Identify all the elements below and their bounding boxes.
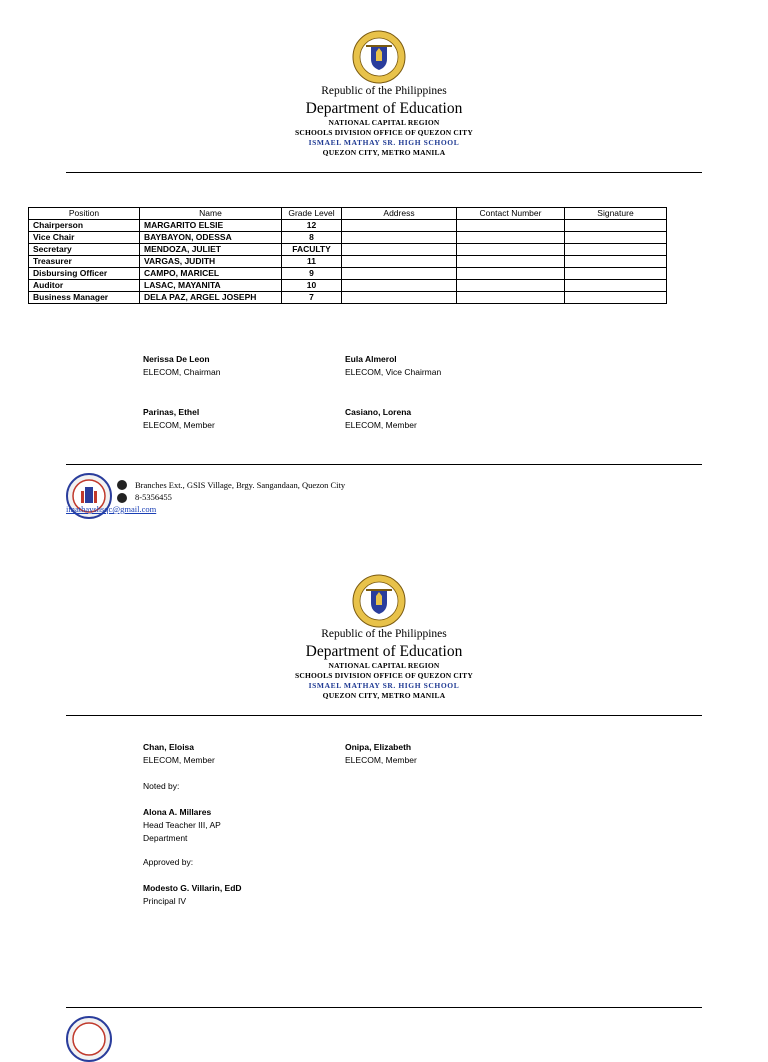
signature-cell: [565, 292, 667, 304]
contact-cell: [457, 232, 565, 244]
signatory-block: [143, 353, 220, 379]
table-row: [29, 280, 667, 292]
noted-by-block: [143, 780, 221, 845]
contact-cell: [457, 244, 565, 256]
officers-table: [28, 207, 667, 304]
division-label: SCHOOLS DIVISION OFFICE OF QUEZON CITY: [295, 128, 473, 137]
table-header-row: [29, 208, 667, 220]
address-cell: [342, 220, 457, 232]
grade-cell: 11: [282, 256, 342, 268]
position-cell: Secretary: [29, 244, 140, 256]
signatory-name: Eula Almerol: [345, 354, 397, 364]
footer-email-link[interactable]: imathayshsqc@gmail.com: [66, 504, 157, 514]
department-title: Department of Education: [305, 643, 463, 660]
letterhead: [0, 627, 768, 701]
footer-divider: [66, 464, 702, 465]
approved-by-role: Principal IV: [143, 896, 186, 906]
signatory-block: [345, 406, 417, 432]
region-label: NATIONAL CAPITAL REGION: [328, 118, 440, 127]
signatory-block: [143, 406, 215, 432]
signature-cell: [565, 280, 667, 292]
address-cell: [342, 280, 457, 292]
address-cell: [342, 268, 457, 280]
signatory-role: ELECOM, Chairman: [143, 367, 221, 377]
name-cell: MARGARITO ELSIE: [140, 220, 282, 232]
position-cell: Disbursing Officer: [29, 268, 140, 280]
column-header: Contact Number: [457, 208, 565, 220]
contact-cell: [457, 220, 565, 232]
name-cell: VARGAS, JUDITH: [140, 256, 282, 268]
position-cell: Treasurer: [29, 256, 140, 268]
letterhead: [0, 84, 768, 158]
department-title: Department of Education: [305, 100, 463, 117]
signature-cell: [565, 256, 667, 268]
contact-cell: [457, 256, 565, 268]
table-row: [29, 256, 667, 268]
address-cell: [342, 232, 457, 244]
column-header: Address: [342, 208, 457, 220]
division-label: SCHOOLS DIVISION OFFICE OF QUEZON CITY: [295, 671, 473, 680]
noted-by-role: Head Teacher III, AP: [143, 820, 221, 830]
signatory-name: Chan, Eloisa: [143, 742, 195, 752]
noted-by-department: Department: [143, 833, 188, 843]
header-divider: [66, 172, 702, 173]
grade-cell: 8: [282, 232, 342, 244]
signature-cell: [565, 232, 667, 244]
signatory-role: ELECOM, Member: [345, 755, 417, 765]
signatory-name: Casiano, Lorena: [345, 407, 412, 417]
grade-cell: 12: [282, 220, 342, 232]
grade-cell: 10: [282, 280, 342, 292]
deped-seal-logo: [352, 30, 406, 84]
contact-cell: [457, 268, 565, 280]
signatory-role: ELECOM, Vice Chairman: [345, 367, 442, 377]
position-cell: Business Manager: [29, 292, 140, 304]
grade-cell: FACULTY: [282, 244, 342, 256]
approved-by-label: Approved by:: [143, 857, 194, 867]
noted-by-name: Alona A. Millares: [143, 807, 212, 817]
name-cell: DELA PAZ, ARGEL JOSEPH: [140, 292, 282, 304]
table-row: [29, 292, 667, 304]
approved-by-name: Modesto G. Villarin, EdD: [143, 883, 242, 893]
approved-by-block: [143, 856, 242, 908]
signatory-role: ELECOM, Member: [345, 420, 417, 430]
deped-seal-logo: [352, 574, 406, 628]
column-header: Position: [29, 208, 140, 220]
grade-cell: 7: [282, 292, 342, 304]
grade-cell: 9: [282, 268, 342, 280]
school-name: ISMAEL MATHAY SR. HIGH SCHOOL: [308, 138, 460, 147]
position-cell: Auditor: [29, 280, 140, 292]
table-row: [29, 232, 667, 244]
signatory-block: [345, 741, 417, 767]
contact-cell: [457, 292, 565, 304]
signatory-name: Nerissa De Leon: [143, 354, 210, 364]
home-icon: [117, 480, 127, 490]
table-row: [29, 244, 667, 256]
signature-cell: [565, 220, 667, 232]
signatory-name: Onipa, Elizabeth: [345, 742, 412, 752]
signatory-role: ELECOM, Member: [143, 420, 215, 430]
footer-divider: [66, 1007, 702, 1008]
phone-icon: [117, 493, 127, 503]
column-header: Grade Level: [282, 208, 342, 220]
address-cell: [342, 256, 457, 268]
position-cell: Chairperson: [29, 220, 140, 232]
signatory-role: ELECOM, Member: [143, 755, 215, 765]
table-row: [29, 268, 667, 280]
noted-by-label: Noted by:: [143, 781, 180, 791]
name-cell: LASAC, MAYANITA: [140, 280, 282, 292]
address-cell: [342, 292, 457, 304]
city-label: QUEZON CITY, METRO MANILA: [322, 148, 446, 157]
footer-address: Branches Ext., GSIS Village, Brgy. Sangandaan, Quezon City: [135, 480, 346, 490]
signature-cell: [565, 268, 667, 280]
school-logo: [66, 1016, 112, 1062]
republic-label: Republic of the Philippines: [321, 85, 447, 97]
column-header: Name: [140, 208, 282, 220]
signatory-name: Parinas, Ethel: [143, 407, 200, 417]
address-cell: [342, 244, 457, 256]
signatory-block: [345, 353, 441, 379]
position-cell: Vice Chair: [29, 232, 140, 244]
signature-cell: [565, 244, 667, 256]
column-header: Signature: [565, 208, 667, 220]
name-cell: BAYBAYON, ODESSA: [140, 232, 282, 244]
contact-cell: [457, 280, 565, 292]
region-label: NATIONAL CAPITAL REGION: [328, 661, 440, 670]
table-row: [29, 220, 667, 232]
city-label: QUEZON CITY, METRO MANILA: [322, 691, 446, 700]
header-divider: [66, 715, 702, 716]
footer-phone: 8-5356455: [135, 492, 172, 502]
republic-label: Republic of the Philippines: [321, 628, 447, 640]
signatory-block: [143, 741, 215, 767]
school-name: ISMAEL MATHAY SR. HIGH SCHOOL: [308, 681, 460, 690]
name-cell: MENDOZA, JULIET: [140, 244, 282, 256]
name-cell: CAMPO, MARICEL: [140, 268, 282, 280]
